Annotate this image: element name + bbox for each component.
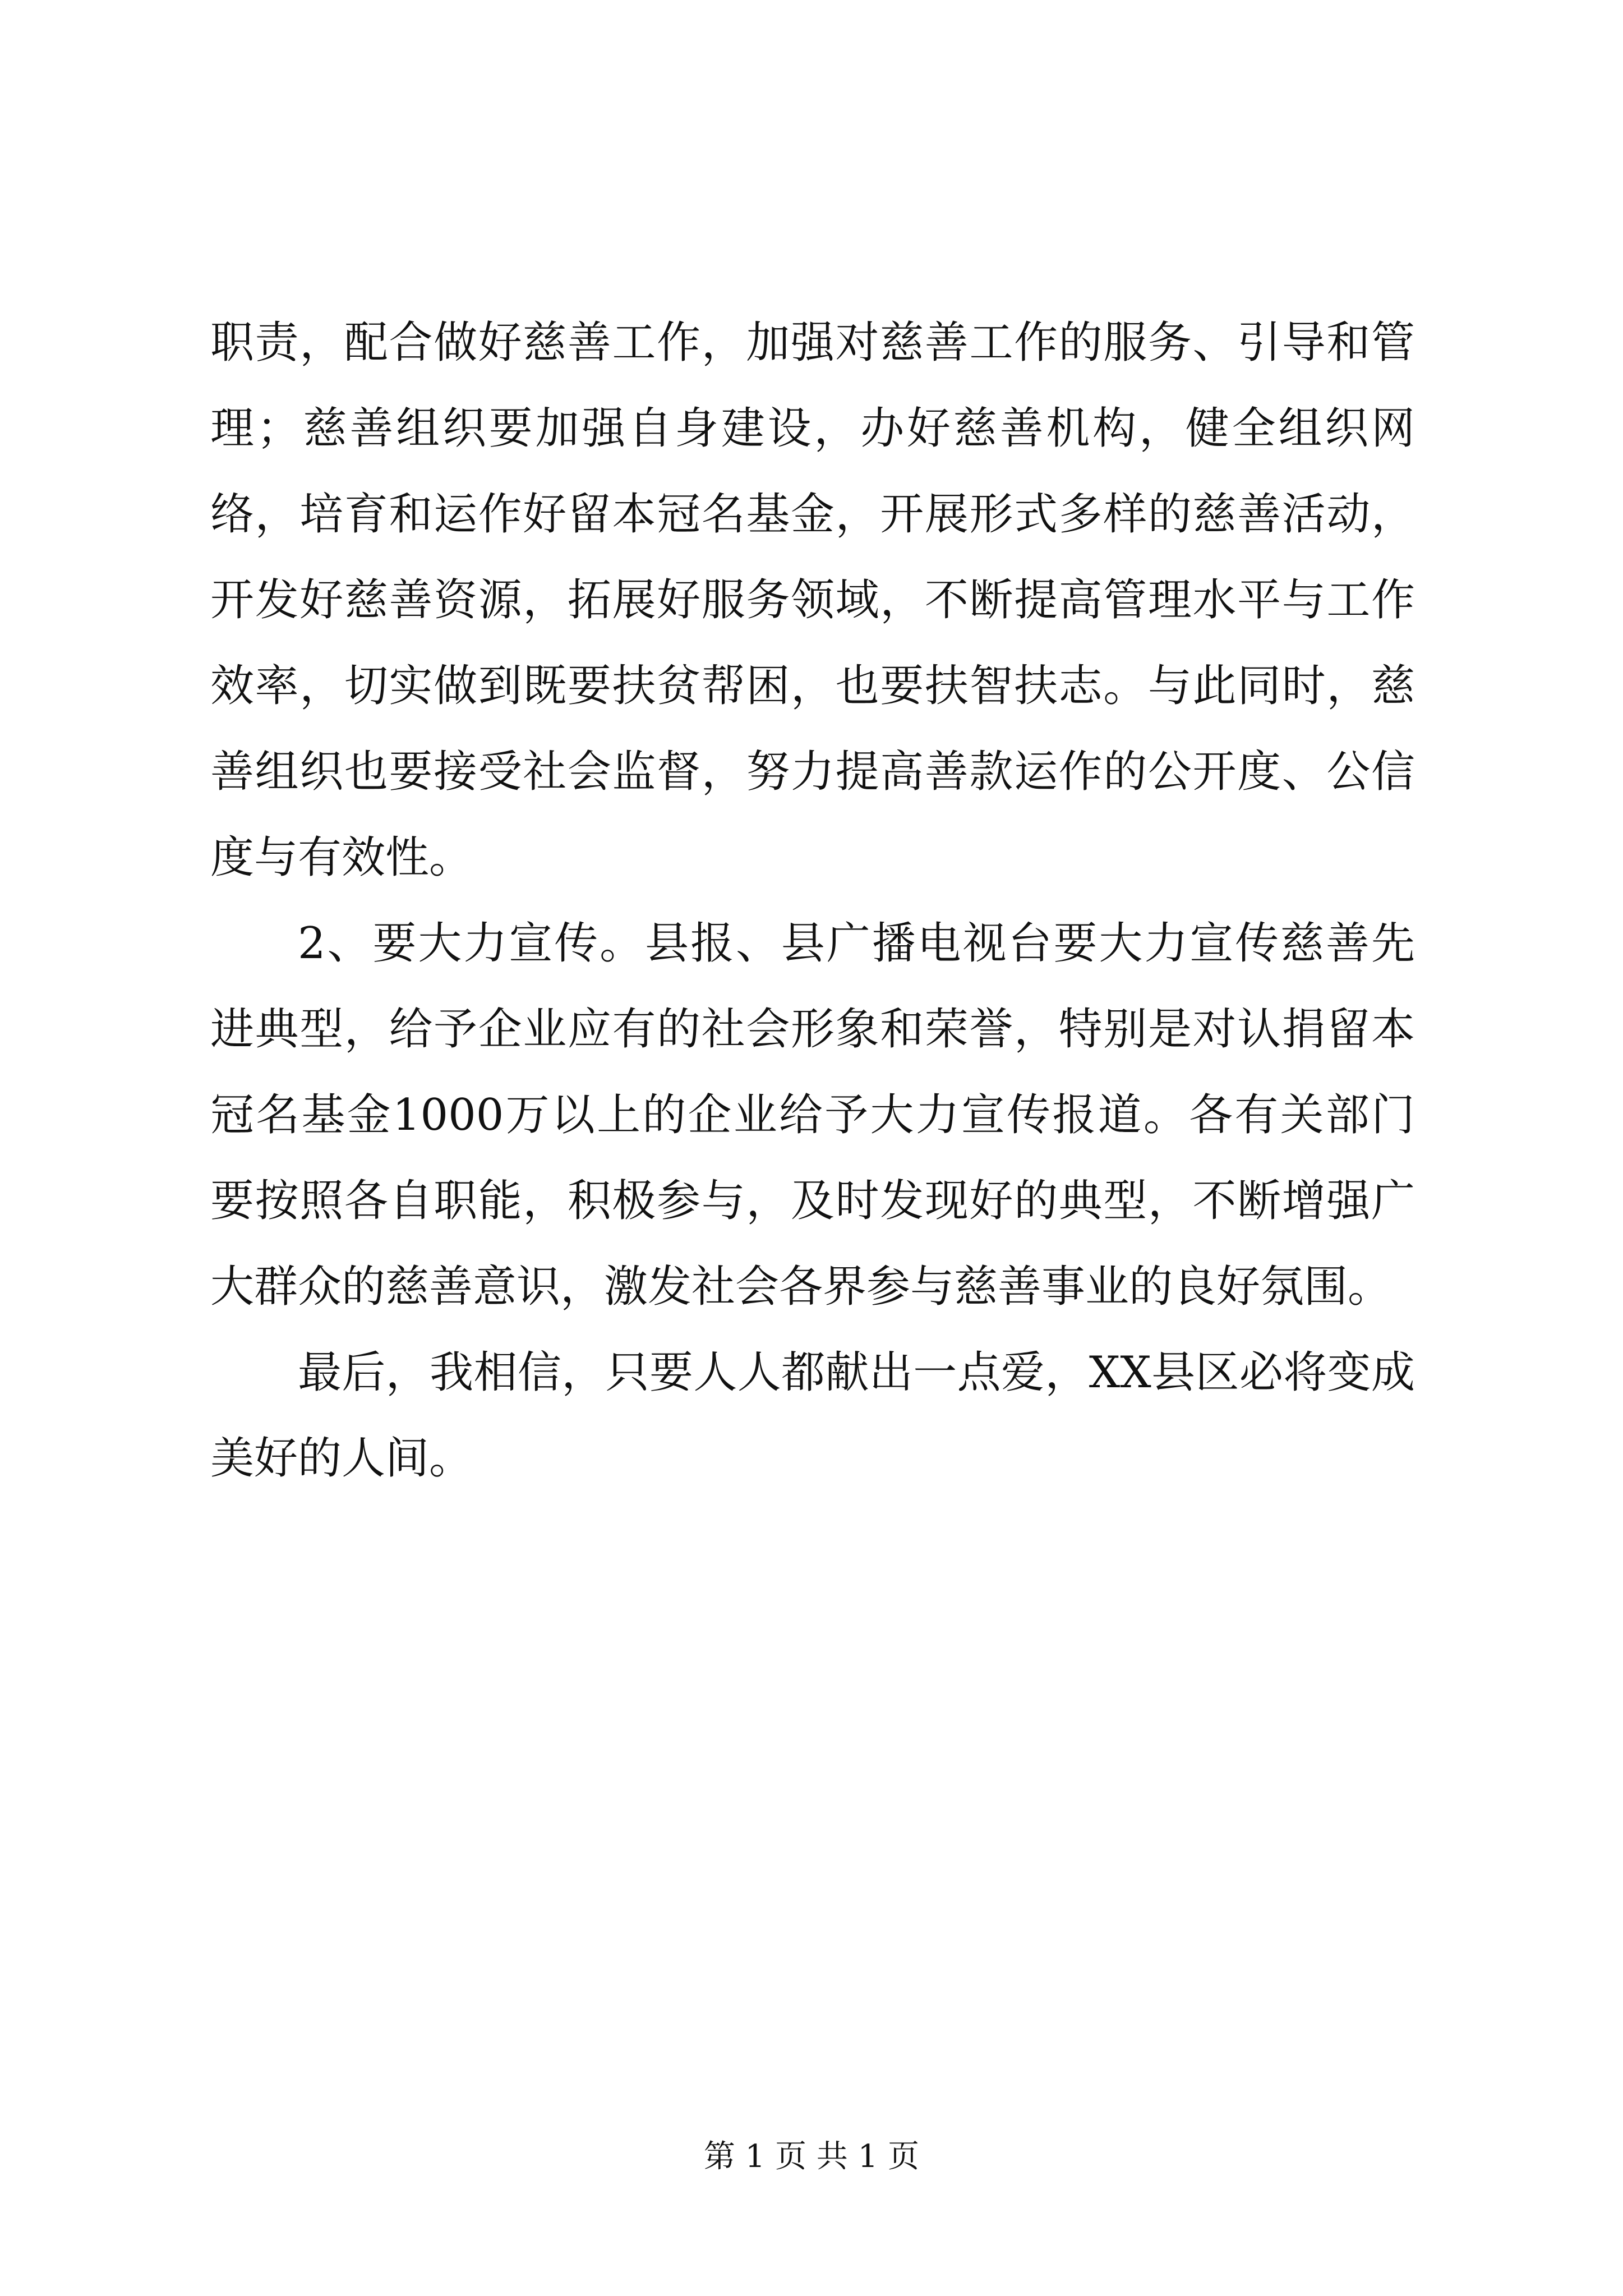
paragraph-publicity: 2、要大力宣传。县报、县广播电视台要大力宣传慈善先进典型，给予企业应有的社会形象和荣誉，特别是对认捐留本冠名基金1000万以上的企业给予大力宣传报道。各有关部门要按照各自职能，积极参与，及时发现好的典型，不断增强广大群众的慈善意识，激发社会各界参与慈善事业的良好氛围。 [210, 918, 1415, 1312]
paragraph-closing: 最后，我相信，只要人人都献出一点爱，XX县区必将变成美好的人间。 [210, 1347, 1415, 1484]
page-footer: 第 1 页 共 1 页 [703, 2138, 920, 2175]
paragraph-continuation: 职责，配合做好慈善工作，加强对慈善工作的服务、引导和管理；慈善组织要加强自身建设，办好慈善机构，健全组织网络，培育和运作好留本冠名基金，开展形式多样的慈善活动，开发好慈善资源，拓展好服务领域，不断提高管理水平与工作效率，切实做到既要扶贫帮困，也要扶智扶志。与此同时，慈善组织也要接受社会监督，努力提高善款运作的公开度、公信度与有效性。 [210, 318, 1415, 883]
document-body [210, 300, 1415, 1502]
